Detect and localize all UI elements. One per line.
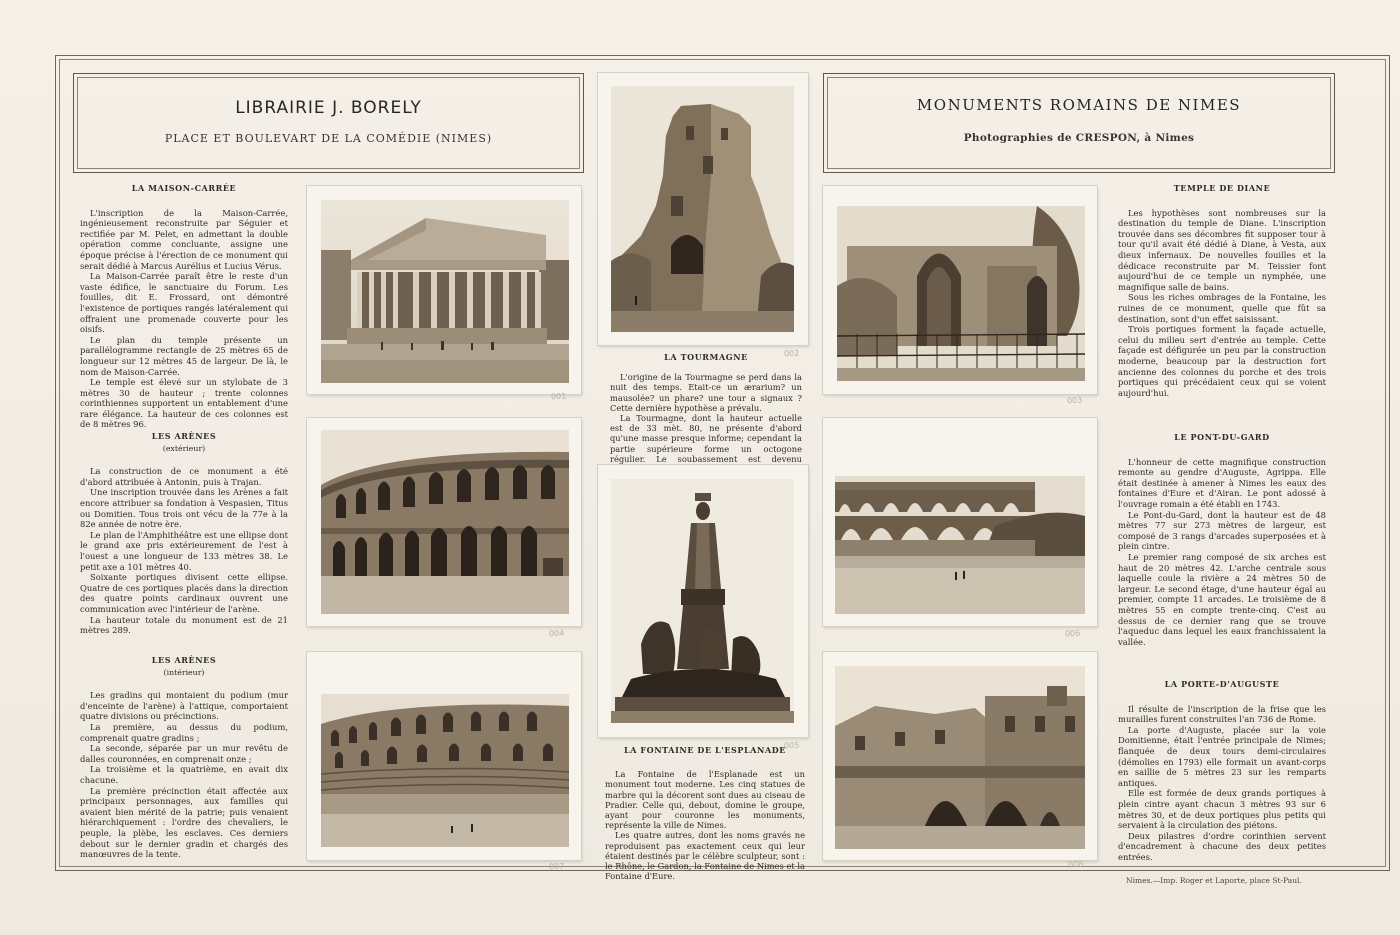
photo-pont-du-gard — [835, 476, 1085, 614]
paragraph: La première, au dessus du podium, comprenait quatre gradins ; — [80, 721, 288, 743]
paragraph: Elle est formée de deux grands portiques à plein cintre ayant chacun 3 mètres 93 sur 6 mètres 30, et de deux portiques plus petits qui servaient à la circulation des piétons. — [1118, 788, 1326, 831]
paragraph: Soixante portiques divisent cette ellipse. Quatre de ces portiques placés dans la direction des quatre points cardinaux ouvrent une communication avec l'intérieur de l'arène. — [80, 572, 288, 614]
photo-card-temple-diane — [823, 186, 1097, 406]
paragraph: Trois portiques forment la façade actuelle, celui du milieu sert d'entrée au temple. Cette façade est défigurée un peu par la construction moderne, beaucoup par la destruction fort ancienne des colonnes du porche et des trois portiques qui précédaient ceux qui se voient aujourd'hui. — [1118, 324, 1326, 398]
inventory-number: 003 — [1066, 395, 1083, 406]
paragraph: La hauteur totale du monument est de 21 mètres 289. — [80, 614, 288, 636]
text-maison-carree — [80, 183, 288, 430]
section-title: LES ARÈNES — [151, 655, 217, 665]
paragraph: Le plan du temple présente un parallélogramme rectangle de 25 mètres 65 de longueur sur 12 mètres 45 de largeur. De là, le nom de Maison-Carrée. — [80, 334, 288, 377]
paragraph: La Fontaine de l'Esplanade est un monument tout moderne. Les cinq statues de marbre qui la décorent sont dues au ciseau de Pradier. Celle qui, debout, domine le groupe, ayant pour couronne les monuments, représente la ville de Nimes. — [605, 769, 805, 831]
photo-card-pont-du-gard — [823, 418, 1097, 639]
inventory-number: 008 — [1067, 859, 1084, 870]
text-arenes-exterieur — [80, 431, 288, 636]
paragraph: L'honneur de cette magnifique construction remonte au gendre d'Auguste, Agrippa. Elle était destinée à amener à Nimes les eaux des fontaines d'Eure et d'Airan. Le pont adossé à l'ouvrage romain a été établi en 1743. — [1118, 456, 1326, 509]
paragraph: Deux pilastres d'ordre corinthien servent d'encadrement à chacune des deux petites entrées. — [1118, 830, 1326, 862]
paragraph: Le plan de l'Amphithéâtre est une ellipse dont le grand axe pris extérieurement de l'est à l'ouest a une longueur de 133 mètres 38. Le petit axe a 101 mètres 40. — [80, 529, 288, 572]
paragraph: La première précinction était affectée aux principaux personnages, aux familles qui avaient bien mérité de la patrie; puis venaient hiérarchiquement : l'ordre des chevaliers, le peuple, la plèbe, les esclaves. Ces derniers debout sur le dernier gradin et chargés des manœuvres de la tente. — [80, 785, 288, 860]
paragraph: Une inscription trouvée dans les Arènes a fait encore attribuer sa fondation à Vespasien, Titus ou Domitien. Tous trois ont vécu de la 77e à la 82e année de notre ère. — [80, 487, 288, 530]
series-header — [823, 73, 1335, 173]
paragraph: L'inscription de la Maison-Carrée, ingénieusement reconstruite par Séguier et rectifiée par M. Pelet, en admettant la double opération comme concluante, assigne une époque précise à l'érection de ce monument qui serait dédié à Marcus Aurélius et Lucius Vérus. — [80, 207, 288, 271]
paragraph: Le premier rang composé de six arches est haut de 20 mètres 42. L'arche centrale sous laquelle coule la rivière a 24 mètres 50 de largeur. Le second étage, d'une hauteur égal au premier, compte 11 arcades. Le troisième de 8 mètres 55 en compte trente-cinq. C'est au dessus de ce dernier rang que se trouve l'aqueduc dans lequel les eaux franchissaient la vallée. — [1118, 551, 1326, 647]
section-title: TEMPLE DE DIANE — [1173, 183, 1271, 193]
publisher-address: PLACE ET BOULEVART DE LA COMÉDIE (NIMES) — [164, 132, 493, 145]
publisher-title: LIBRAIRIE J. BORELY — [235, 98, 422, 118]
photo-maison-carree — [321, 200, 569, 383]
inventory-number: 001 — [550, 391, 567, 402]
publisher-header — [73, 73, 584, 173]
paragraph: La Maison-Carrée paraît être le reste d'un vaste édifice, le sanctuaire du Forum. Les fouilles, dit E. Frossard, ont démontré l'existence de portiques rangés latéralement qui offraient une promenade couverte pour les oisifs. — [80, 271, 288, 335]
text-arenes-interieur — [80, 655, 288, 860]
paragraph: La seconde, séparée par un mur revêtu de dalles couronnées, en comprenait onze ; — [80, 743, 288, 764]
section-subtitle: (extérieur) — [162, 443, 206, 453]
paragraph: Le temple est élevé sur un stylobate de 3 mètres 30 de hauteur ; trente colonnes corinthiennes supportent un entablement d'une rare élégance. La hauteur de ces colonnes est de 8 mètres 96. — [80, 377, 288, 430]
printer-imprint: Nimes.—Imp. Roger et Laporte, place St-Paul. — [1126, 876, 1302, 885]
section-title: LA TOURMAGNE — [664, 352, 748, 362]
text-porte-auguste — [1118, 679, 1326, 863]
section-title: LES ARÈNES — [151, 431, 217, 441]
paragraph: La porte d'Auguste, placée sur la voie Domitienne, était l'entrée principale de Nimes; flanquée de deux tours demi-circulaires (démolies en 1793) elle formait un avant-corps en saillie de 5 mètres 23 sur les remparts antiques. — [1118, 724, 1326, 788]
photo-arenes-interieur — [321, 694, 569, 847]
inventory-number: 007 — [548, 861, 565, 872]
photo-temple-diane — [837, 206, 1085, 381]
text-tourmagne — [610, 352, 802, 474]
inventory-number: 006 — [1064, 628, 1081, 639]
photo-card-maison-carree — [307, 186, 581, 402]
paragraph: Il résulte de l'inscription de la frise que les murailles furent construites l'an 736 de Rome. — [1118, 703, 1326, 725]
inventory-number: 002 — [783, 348, 800, 359]
paragraph: La Tourmagne, dont la hauteur actuelle est de 33 mèt. 80, ne présente d'abord qu'une masse presque informe; cependant la partie supérieure forme un octogone régulier. Le soubassement est devenu — [610, 413, 802, 464]
photo-card-arenes-exterieur — [307, 418, 581, 639]
photo-porte-auguste — [835, 666, 1085, 849]
paragraph: Les hypothèses sont nombreuses sur la destination du temple de Diane. L'inscription trouvée dans ses décombres fit supposer tour à tour qu'il avait été dédié à Diane, à Vesta, aux dieux infernaux. De nouvelles fouilles et la dédicace reconstruite par M. Teissier font aujourd'hui de ce temple un nymphée, une magnifique salle de bains. — [1118, 207, 1326, 292]
section-title: LA PORTE-D'AUGUSTE — [1164, 679, 1280, 689]
paragraph: Le Pont-du-Gard, dont la hauteur est de 48 mètres 77 sur 273 mètres de largeur, est composé de 3 rangs d'arcades superposées et à plein cintre. — [1118, 509, 1326, 552]
section-title: LA FONTAINE DE L'ESPLANADE — [623, 745, 786, 755]
paragraph: Les quatre autres, dont les noms gravés ne reproduisent pas exactement ceux qui leur étaient destinés par le célèbre sculpteur, sont : le Rhône, le Gardon, la Fontaine de Nimes et la Fontaine d'Eure. — [605, 830, 805, 882]
paragraph: La troisième et la quatrième, en avait dix chacune. — [80, 764, 288, 785]
section-subtitle: (intérieur) — [163, 667, 205, 677]
photo-tourmagne — [611, 86, 794, 332]
text-temple-diane — [1118, 183, 1326, 398]
photo-card-arenes-interieur — [307, 652, 581, 872]
photo-arenes-exterieur — [321, 430, 569, 614]
series-title: MONUMENTS ROMAINS DE NIMES — [916, 96, 1242, 114]
photo-card-porte-auguste — [823, 652, 1097, 870]
paragraph: L'origine de la Tourmagne se perd dans la nuit des temps. Etait-ce un ærarium? un mausolée? un phare? une tour a signaux ? Cette dernière hypothèse a prévalu. — [610, 372, 802, 413]
section-title: LA MAISON-CARRÉE — [131, 183, 237, 193]
text-pont-du-gard — [1118, 432, 1326, 647]
paragraph: Sous les riches ombrages de la Fontaine, les ruines de ce monument, quelle que fût sa destination, sont d'un effet saisissant. — [1118, 292, 1326, 324]
photo-fontaine — [611, 479, 794, 723]
inventory-number: 004 — [548, 628, 565, 639]
paragraph: Les gradins qui montaient du podium (mur d'enceinte de l'arène) à l'attique, comportaient quatre divisions ou précinctions. — [80, 690, 288, 722]
paragraph: La construction de ce monument a été d'abord attribuée à Antonin, puis à Trajan. — [80, 466, 288, 487]
section-title: LE PONT-DU-GARD — [1174, 432, 1270, 442]
text-fontaine — [605, 745, 805, 881]
inventory-number: 005 — [783, 740, 800, 751]
photographer-credit: Photographies de CRESPON, à Nimes — [963, 132, 1195, 144]
